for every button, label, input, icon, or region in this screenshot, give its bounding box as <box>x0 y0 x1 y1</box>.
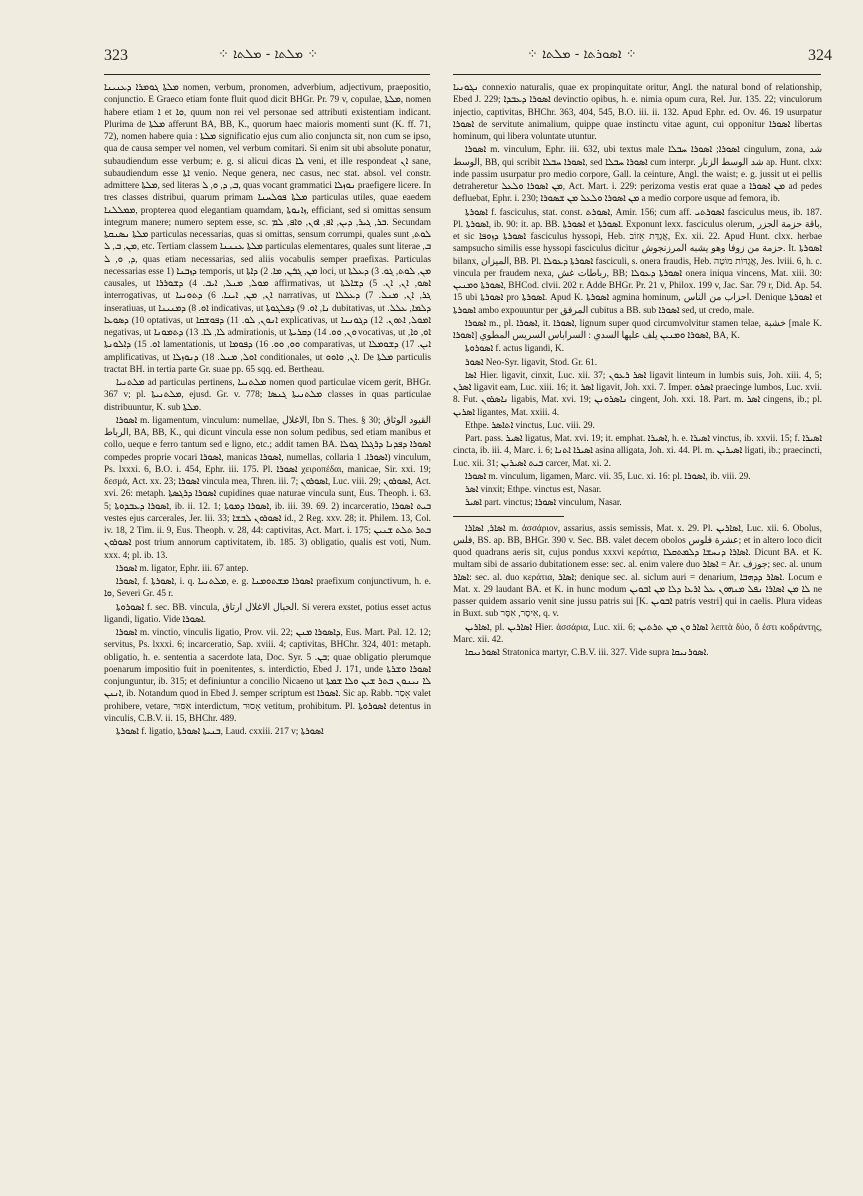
entry-paragraph: ܐܣܘܪܢܝܩܐ Stratonica martyr, C.B.V. iii. 327. Vide supra ܐܣܘܪܢܝܩܐ. <box>465 648 709 658</box>
entry-paragraph: ܐܣܘܪܐ m. ligamentum, vinculum: numellae, الاغلال, Ibn S. Thes. § 30; القيود الوثاق الرباط, BA, BB, K., qui dicunt vincula esse non solum pedibus, sed etiam manibus et collo, ueque e ferro tantum sed e ligno, etc.; addit tamen BA. ܐܣܘܪܐ ܕܦܕܢܐ ܕܪܓܠܐ ܓܘܠܐ compedes proprie vocari ܐܣܘܪܐ, manicas ܐܣܘܪܐ, numellas, collaria ܐܣܘܪܐ. 1) vinculum, Ps. lxxxi. 6, B.O. i. 454, Ephr. iii. 175. Pl. ܐܣܘܪܐ χειροπέδαι, manicae, Sir. xxi. 19; δεσμά, Act. xx. 23; ܐܣܘܪܐ vincula mea, Thren. iii. 7; ܐܣܘܪܘܢ, Luc. viii. 29; ܐܣܘܪܘܢ, Act. xvi. 26: metaph. ܐܣܘܪܐ ܕܪܓܣܬܐ cupidines quae naturae vincula sunt, Eus. Theoph. i. 63. 5; ܐܣܘܪܐ ܕܥܒܕܘܬܐ, ib. ii. 12. 1; ܐܣܘܪܐ ܕܡܘܬܐ, ib. iii. 39. 69. 2) incarceratio, ܒܝܬ ܐܣܘܪܐ vestes ejus carcerales, Jer. lii. 33; ܐܣܘܪܘܢ ܠܒܫܐ id., 2 Reg. xxv. 28; it. Philem. 13, Col. iv. 18, 2 Tim. ii. 9, Eus. Theoph. v. 28, 44: captivitas, Act. Mart. i. 175; ܒܬܪ ܬܠܬ ܫܢܝܢ ܐܣܘܪܘܢ post trium annorum captivitatem, ib. 185. 3) obligatio, qualis est voti, Num. xxx. 4; pl. ib. 13. <box>104 415 431 561</box>
entry-paragraph: ܐܣܘܪܐ m. vinculum, Ephr. iii. 632, ubi textus male ܐܣܘܪܐ; ܐܣܘܪܐ ܚܒܠܐ cingulum, zona, شد الوسط, BB, qui scribit ܐܣܘܪܐ ܚܒܠܐ, sed ܐܣܘܪܐ ܚܒܠܐ cum interpr. شد الوسط الزنار ap. Hunt. clxx: inde passim usurpatur pro medio corpore, Gall. la ceinture, Angl. the waist; e. g. jussit ut ei pellis detraheretur ܡܢ ܐܣܘܪܐ ܘܠܥܠ, Act. Mart. i. 229: perizoma vestis erat quae a ܡܢ ܐܣܘܪܐ ad pedes defluebat, Ephr. i. 230; ܡܢ ܐܣܘܪܐ ܘܠܥܠ ܡܢ ܫܣܘܪܐ a medio corpore usque ad femora, ib. <box>453 145 822 205</box>
right-column <box>453 82 822 1152</box>
entry-paragraph: ܐܣܐܪܝܢ, pl. ܐܣܐܪܝܢ Hier. ἀσσάρια, Luc. xii. 6; ܐܣܐܪ ܘܢ ܡܢ ܬܪܬܝܢ λεπτὰ δύο, ὅ ἐστι κοδράντης, Marc. xii. 42. <box>453 622 822 645</box>
entry-paragraph: ܐܣܪ vinxit; Ethpe. vinctus est, Nasar. <box>465 485 602 495</box>
entry-paragraph: ܐܣܘܪܐ, f. ܐܣܘܪܬܐ, i. q. ܡܠܬܢܝܐ, e. g. ܐܣܘܪܐ ܡܫܬܘܡܢܐ praefixum conjunctivum, h. e. ܘܐ, Severi Gr. 45 r. <box>104 577 431 600</box>
left-page-number: 323 <box>104 47 128 64</box>
left-running-head: ⁘ ܡܠܬܐ - ܡܠܬܐ ⁘ <box>218 47 319 62</box>
entry-paragraph: ܐܣܐ Hier. ligavit, cinxit, Luc. xii. 37; ܐܣܪ ܪܥܘܢ ligavit linteum in lumbis suis, Joh. xiii. 4, 5; ܐܣܪܢ ligavit eam, Luc. xiii. 16; it. ܐܣܪ ligavit, Joh. xxi. 7. Imper. ܐܣܪܘ praecinge lumbos, Luc. xvii. 8. Fut. ܢܐܣܪܘܢ ligabis, Mat. xvi. 19; ܢܐܣܪܘܢܢ cingent, Joh. xxi. 18. Part. m. ܐܣܪ cingens, ib.; pl. ܐܣܪܝܢ ligantes, Mat. xxiii. 4. <box>453 370 822 418</box>
entry-paragraph: ܐܣܘܪܬܐ f. fasciculus, stat. const. ܐܣܘܪܬ, Amir. 156; cum aff. ܐܣܘܪܬܝ fasciculus meus, ib. 187. Pl. ܐܣܘܪܬܐ, ib. 90: it. ap. BB. ܐܣܘܪܬܐ et ܐܣܘܪܬܐ. Exponunt lexx. fasciculus olerum, باقة حزمة الجزر, et sic ܐܣܘܪܬܐ ܕܙܘܦܐ fasciculus hyssopi, Heb. אֲגֻדַּת אֵזוֹב, Ex. xii. 22. Apud Hunt. clxx. herbae sampsucho similis esse hyssopi fasciculus dicitur حزمة من زوفا وهو يشبه المرزنجوش. It. ܐܣܘܪܬܐ bilanx, الميزان, BB. Pl. ܐܣܘܪܬܐ ܕܥܘܠܐ fasciculi, s. onera fraudis, Heb. אֲגֻדּוֹת מוֹטָה, Jes. lviii. 6, h. c. vincula per fraudem nexa, رباطات غش, BB; ܐܣܘܪܬܐ ܕܥܘܠܐ onera iniqua vincens, Mat. xiii. 30: ܐܣܘܪܬܐ ܘܡܢܝܢ, BHCod. clvii. 202 r. Adde BHGr. Pr. 21 v, Philox. 199 v, Jac. Sar. 79 r, Did. Ap. 54. 15 ubi ܐܣܘܪܬܐ pro ܐܣܘܪܬܐ. Apud K. ܐܣܘܪܬܐ agmina hominum, احزاب من الناس. Denique ܐܣܘܪܬܐ et ܐܣܘܪܬܐ ambo expouuntur per المرفق cubitus a BB. sub ܐܣܘܪܐ sed, ut credo, male. <box>453 207 822 316</box>
left-column <box>104 82 431 1152</box>
entry-paragraph: ܐܣܘܪܐ m. vinculum, ligamen, Marc. vii. 35, Luc. xi. 16: pl. ܐܣܘܪܐ, ib. viii. 29. <box>465 471 751 482</box>
entry-paragraph: Ethpe. ܐܬܐܣܪ vinctus, Luc. viii. 29. <box>465 420 595 431</box>
entry-paragraph: ܐܣܘܪܘܬܐ f. sec. BB. vincula, الحبال الاغلال ارتاق. Si verera exstet, potius esset actus ligandi, ligatio. Vide ܐܣܘܪܐ. <box>104 602 431 625</box>
right-page-number: 324 <box>808 47 832 64</box>
entry-paragraph: ܢܓܘܢܝܐ connexio naturalis, quae ex propinquitate oritur, Angl. the natural bond of relationship, Ebed J. 229; ܐܣܘܪܐ ܕܥܒܕܐ devinctio opibus, h. e. nimia opum cura, Rel. Jur. 135. 22; vinculorum injectio, captivitas, BHChr. 363, 404, 545, B.O. iii. ii. 132. Apud Ephr. ed. Ov. 46. 19 usurpatur ܐܣܘܪܐ de servitute animalium, quippe quae instinctu vitae agunt, cui opponitur ܐܣܘܪܐ libertas hominum, qui libera voluntate utuntur. <box>453 83 822 142</box>
entry-paragraph: ܐܣܘܪܐ m. ligator, Ephr. iii. 67 antep. <box>116 563 249 574</box>
entry-paragraph: Part. pass. ܐܣܝܪ ligatus, Mat. xvi. 19; it. emphat. ܐܣܝܪܐ, h. e. ܐܣܝܪܐ vinctus, ib. xxvii. 15; f. ܐܣܝܪܐ cincta, ib. iii. 4, Marc. i. 6; ܐܣܝܪܐ ܐܬܢܐ asina alligata, Joh. xi. 44. Pl. m. ܐܣܝܪܝܢ ligati, ib.; praecincti, Luc. xii. 31; ܒܝܬ ܐܣܝܪܝܢ carcer, Mat. xi. 2. <box>453 434 822 469</box>
section-divider <box>453 516 564 517</box>
right-running-head: ⁘ ܐܣܘܪܬܐ - ܡܠܬܐ ⁘ <box>527 47 637 62</box>
left-header-rule <box>104 74 430 75</box>
entry-paragraph: ܐܣܘܪܘܬܐ f. actus ligandi, K. <box>465 344 565 355</box>
entry-paragraph: ܐܣܐܪ, ܐܣܐܪܐ m. ἀσσάριον, assarius, assis semissis, Mat. x. 29. Pl. ܐܣܐܪܝܢ, Luc. xii. 6. Obolus, فلس, BS. ap. BB, BHGr. 390 v. Sec. BB. valet decem obolos عشرة فلوس; et in altero loco dicit quod quadrans aeris sit, cujus pondus xxxvi κεράτια, ܐܣܐܪܐ ܕܢܚܫܐ ܕܠܡܬܩܠܐ. Dicunt BA. et K. multam sibi de assario dubitationem esse: sec. al. enim valere duo ܐܣܐܪ = Ar. جوزف; sec. al. unum ܐܣܐܪ: sec. al. duo κεράτια, ܐܣܐܪ; denique sec. al. siclum auri = denarium, ܐܣܐܪ ܕܕܗܒܐ. Locum e Mat. x. 29 laudant BA. et K. in hunc modum ܠܐ ܡܢ ܐܣܐܪܐ ܢܦܠ ܡܢܗܘܢ ܥܠ ܐܪܥܐ ܕܠܐ ܡܢ ܐܒܘܝܢ ne passer quidem assario venit sine jussu patris sui [K. ܐܒܘܝܢ patris vestri] qui in caelis. Plura videas in Buxt. sub אִיסָר, אִסָּר, q. v. <box>453 523 822 620</box>
entry-paragraph: ܡܠܬܐ ܓܘܡܪܐ ܕܥܢܝܢܐ nomen, verbum, pronomen, adverbium, adjectivum, praepositio, conjunctio. E Graeco etiam fonte fluit quod dicit BHGr. Pr. 79 v, copulae, ܡܠܬܐ, nomen habere etiam ܐ et ܘܐ, quum non rei vel personae sed attributi existentiam indicant. Plurima de ܡܠܬܐ afferunt BA, BB, K., quorum haec maioris momenti sunt (K. ff. 71, 72), nomen habere quia : ܡܠܬܐ significatio ejus cum alio conjuncta sit, non cum se ipso, qua de causa semper vel nomen, vel verbum comitari. Si enim sit ubi absolute ponatur, subaudiendum esse verbum; e. g. si alicui dicas ܠܐ veni, et ille respondeat ܐܢ sane, subaudiendum esse ܐܬܐ venio. Neque genera, nec casus, nec stat. absol. vel constr. admittere ܡܠܬܐ, sed literas ܒ, ܕ, ܘ, ܠ, quas vocant grammatici ܢܘܙܠܐ praefigere licere. In tres classes distribui, quarum primam ܡܠܬܐ ܦܘܠܚܢܐ particulas utiles, quae eaedem ܡܡܠܠܢܐ, propterea quod elegantiam quamdam, ܙܐܢܘܬܐ, efficiant, sed si omittas sensum integrum manere; numero septem esse, sc. ܒܪ, ܓܝܪ, ܕܝܢ, ܐܦ, ܐܘܢ, ܘܐܦ, ܠܡ. Secundam ܡܠܬܐ ܢܣܢܩܬܐ particulas necessarias, quas si omittas, sensum corrumpi, quales sunt ܠܘܬ, ܡܢ, ܒ, ܠ, etc. Tertiam classem ܡܠܬܐ ܥܢܢܢܐ particulas elementares, quales sunt literae ܒ, ܕ, ܘ, ܠ, quas etiam necessarias, sed aliis vocabulis semper praefixas. Particulas necessarias esse 1) ܕܙܒܢܐ temporis, ut ܡܢ, ܓܭܢ, ܡܐ. 2) ܕܐܬܐ loci, ut ܡܢ, ܠܘܬ, ܓܘ. 3) ܕܥܠܬܐ causales, ut ܡܘܠ, ܡܢܠ, ܐܝܒ. 4) ܕܫܘܪܪܐ affirmativas, ut ܐܣܘ, ܐܢ, ܐܢ. 5) ܕܫܐܠܬܐ interrogativas, ut ܐܢ, ܡܢ, ܐܝܢܐ. 6) ܕܬܘܢܝܐ narrativas, ut ܓܪ, ܐܢ, ܡܢܠ. 7) ܕܥܠܠܐ inseratiuas, ut ܐܘ. 8) ܕܡܢܝܢܐ indicativas, ut ܢܐ, ܐܘ. 9) ܕܦܠܓܘܬܐ dubitativas, ut ܕܠܡܐ, ܥܠܠ. 10) ܕܣܘܥܐ optativas, ut ܐܢܘܢ, ܠܘ. 11) ܕܦܘܫܩܐ explicativas, ut ܐܡܘܠ, ܐܬܘܢ. 12) ܕܓܘܢܢܐ negativas, ut ܠܐ, ܠܐ. 13) ܕܬܡܘܢܐ admirationis, ut ܘܢ, ܘܘ. 14) ܕܩܪܝܬܐ vocativas, ut ܐܘ, ܘܐ, ܐܘ. 15) ܕܐܠܘܢܬܐ lamentationis, ut ܘܘ, ܘܘ. 16) ܕܦܘܡܐ comparativas, ut ܐܝܢ. 17) ܕܫܘܡܠܐ amplificativas, ut ܐܘܠ, ܡܢܠ. 18) ܕܢܘܙܠܐ conditionales, ut ܐܢ, ܘܐܘܘ. De ܡܠܬܐ particulis tractat BH. in tertia parte Gr. suae pp. 65 sqq. ed. Bertheau. <box>104 83 431 375</box>
entry-paragraph: ܐܣܘܪܐ m., pl. ܐܣܘܪܐ, it. ܐܣܘܪܐ, lignum super quod circumvolvitur stamen telae, خشبة [male K. ܐܣܘܪܐ] ܐܣܘܪܐ ܘܡܢܝܢ يلف عليها السدي : السراباس السريس المطوي, BA, K. <box>453 318 822 341</box>
entry-paragraph: ܐܣܘܪܐ m. vinctio, vinculis ligatio, Prov. vii. 22; ܕܐܣܘܪܐ ܡܢܢ, Eus. Mart. Pal. 12. 12; servitus, Ps. lxxxi. 6; incarceratio, Sap. xviii. 4; captivitas, BHChr. 324, 401: metaph. obligatio, h. e. sententia a sacerdote lata, Doc. Syr. ܒܢ. 5; quae obligatio plerumque poenarum impositio fuit in poenitentes, s. interdictio, Ebed J. 171, unde ܐܣܘܪܐ ܘܫܪܬܐ conjunguntur, ib. 315; et definiuntur a concilio Nicaeno ut ܠܐ ܢܝܢܘܢ ܒܬܪ ܫܝܢ ܘܠܐ ܫܡܬܐ ܐܢܢܢ, ib. Notandum quod in Ebed J. semper scriptum est ܐܣܘܪܐ. Sic ap. Rabb. אָסַר valet prohibere, vetare, אִסּוּר interdictum, אָסוּר vetitum, prohibitum. Pl. ܐܣܘܪܘܬܐ detentus in vinculis, C.B.V. ii. 15, BHChr. 489. <box>104 628 431 724</box>
entry-paragraph: ܐܣܝܪ part. vinctus; ܐܣܘܪܐ vinculum, Nasar. <box>465 498 622 509</box>
page-header <box>0 0 863 80</box>
right-header-rule <box>453 74 821 75</box>
entry-paragraph: ܐܣܘܪܬܐ f. ligatio, ܒܢܝܬܐ ܐܣܘܪܬܐ, Laud. cxxiii. 217 v; ܐܣܘܪܬܐ <box>116 727 324 737</box>
entry-paragraph: ܡܠܬܢܝܐ ad particulas pertinens, ܡܠܬܢܝܐ nomen quod particulae vicem gerit, BHGr. 367 v; pl. ܡܠܬܢܝܬܐ, ejusd. Gr. v. 778; ܡܠܬܢܝܬܐ ܓܢܣܐ classes in quas particulae distribuuntur, K. sub ܡܠܬܐ. <box>104 378 431 413</box>
entry-paragraph: ܐܣܘܪ Neo-Syr. ligavit, Stod. Gr. 61. <box>465 357 598 368</box>
